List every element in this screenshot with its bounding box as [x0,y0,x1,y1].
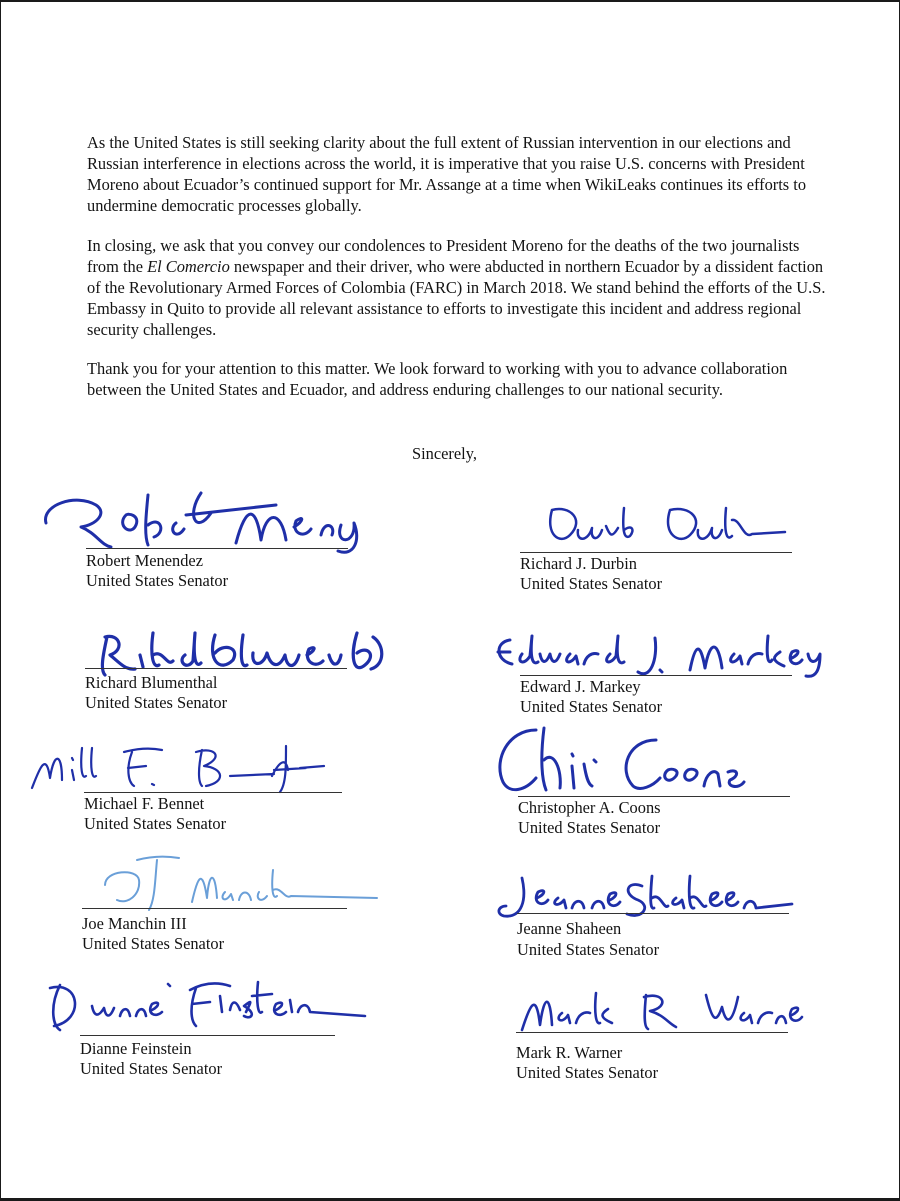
signatory-title: United States Senator [518,818,661,837]
signatory-name: Richard Blumenthal [85,673,218,692]
signature-block-coons [518,720,808,835]
closing-salutation: Sincerely, [412,444,477,463]
signature-line [85,668,347,669]
signature-manchin [97,850,387,915]
signature-block-menendez [86,480,376,590]
signature-line [84,792,342,793]
newspaper-name: El Comercio [147,257,230,276]
signatory-title: United States Senator [520,697,663,716]
signature-block-feinstein [80,965,370,1080]
signature-block-shaheen [517,865,807,965]
signature-feinstein [40,970,370,1040]
signature-blumenthal [95,625,395,680]
signatory-name: Edward J. Markey [520,677,641,696]
signature-line [86,548,348,549]
signature-bennet [24,740,354,800]
signature-line [520,675,792,676]
signature-block-blumenthal [85,625,375,720]
paragraph-condolences-text-start: In closing, we ask that you convey our condolences to President Moreno for the deaths of the two journalists from the [87,236,800,276]
paragraph-condolences-text-end: newspaper and their driver, who were abducted in northern Ecuador by a dissident faction of the Revolutionary Armed Forces of Colombia (FARC) in March 2018. We stand behind the efforts of the U.S. Embassy in Quito to provide all relevant assistance to efforts to investigate this incident and address regional security challenges. [87,257,826,339]
paragraph-russian-intervention: As the United States is still seeking clarity about the full extent of Russian intervention in our elections and Russian interference in elections across the world, it is imperative that you raise U.S. concerns with President Moreno about Ecuador’s continued support for Mr. Assange at a time when WikiLeaks continues its efforts to undermine democratic processes globally. [87,133,807,215]
signatory-title: United States Senator [520,574,663,593]
signatory-title: United States Senator [85,693,228,712]
signatory-name: Christopher A. Coons [518,798,661,817]
signature-block-bennet [84,735,374,835]
signature-coons [488,720,788,800]
signature-line [520,552,792,553]
signature-block-markey [520,630,810,725]
signatory-name: Michael F. Bennet [84,794,205,813]
signatory-title: United States Senator [80,1059,223,1078]
signatory-name: Robert Menendez [86,551,203,570]
signatory-title: United States Senator [516,1063,659,1082]
signature-block-durbin [520,495,810,595]
signature-line [82,908,347,909]
signature-block-manchin [82,850,372,960]
signature-line [517,913,789,914]
signatory-title: United States Senator [84,814,227,833]
signatory-title: United States Senator [82,934,225,953]
signature-durbin [540,500,790,550]
signature-shaheen [492,870,802,925]
signature-block-warner [516,985,806,1085]
signatory-name: Dianne Feinstein [80,1039,192,1058]
signatory-name: Jeanne Shaheen [517,919,622,938]
paragraph-thank-you: Thank you for your attention to this matter. We look forward to working with you to advance collaboration between the United States and Ecuador, and address enduring challenges to our national security. [87,359,788,399]
signature-line [516,1032,788,1033]
signatory-name: Richard J. Durbin [520,554,637,573]
signatory-name: Mark R. Warner [516,1043,623,1062]
signatory-name: Joe Manchin III [82,914,187,933]
signature-markey [490,630,850,680]
signature-line [518,796,790,797]
signatory-title: United States Senator [86,571,229,590]
signatory-title: United States Senator [517,940,660,959]
signature-line [80,1035,335,1036]
paragraph-condolences [87,235,827,340]
signature-warner [516,985,806,1035]
